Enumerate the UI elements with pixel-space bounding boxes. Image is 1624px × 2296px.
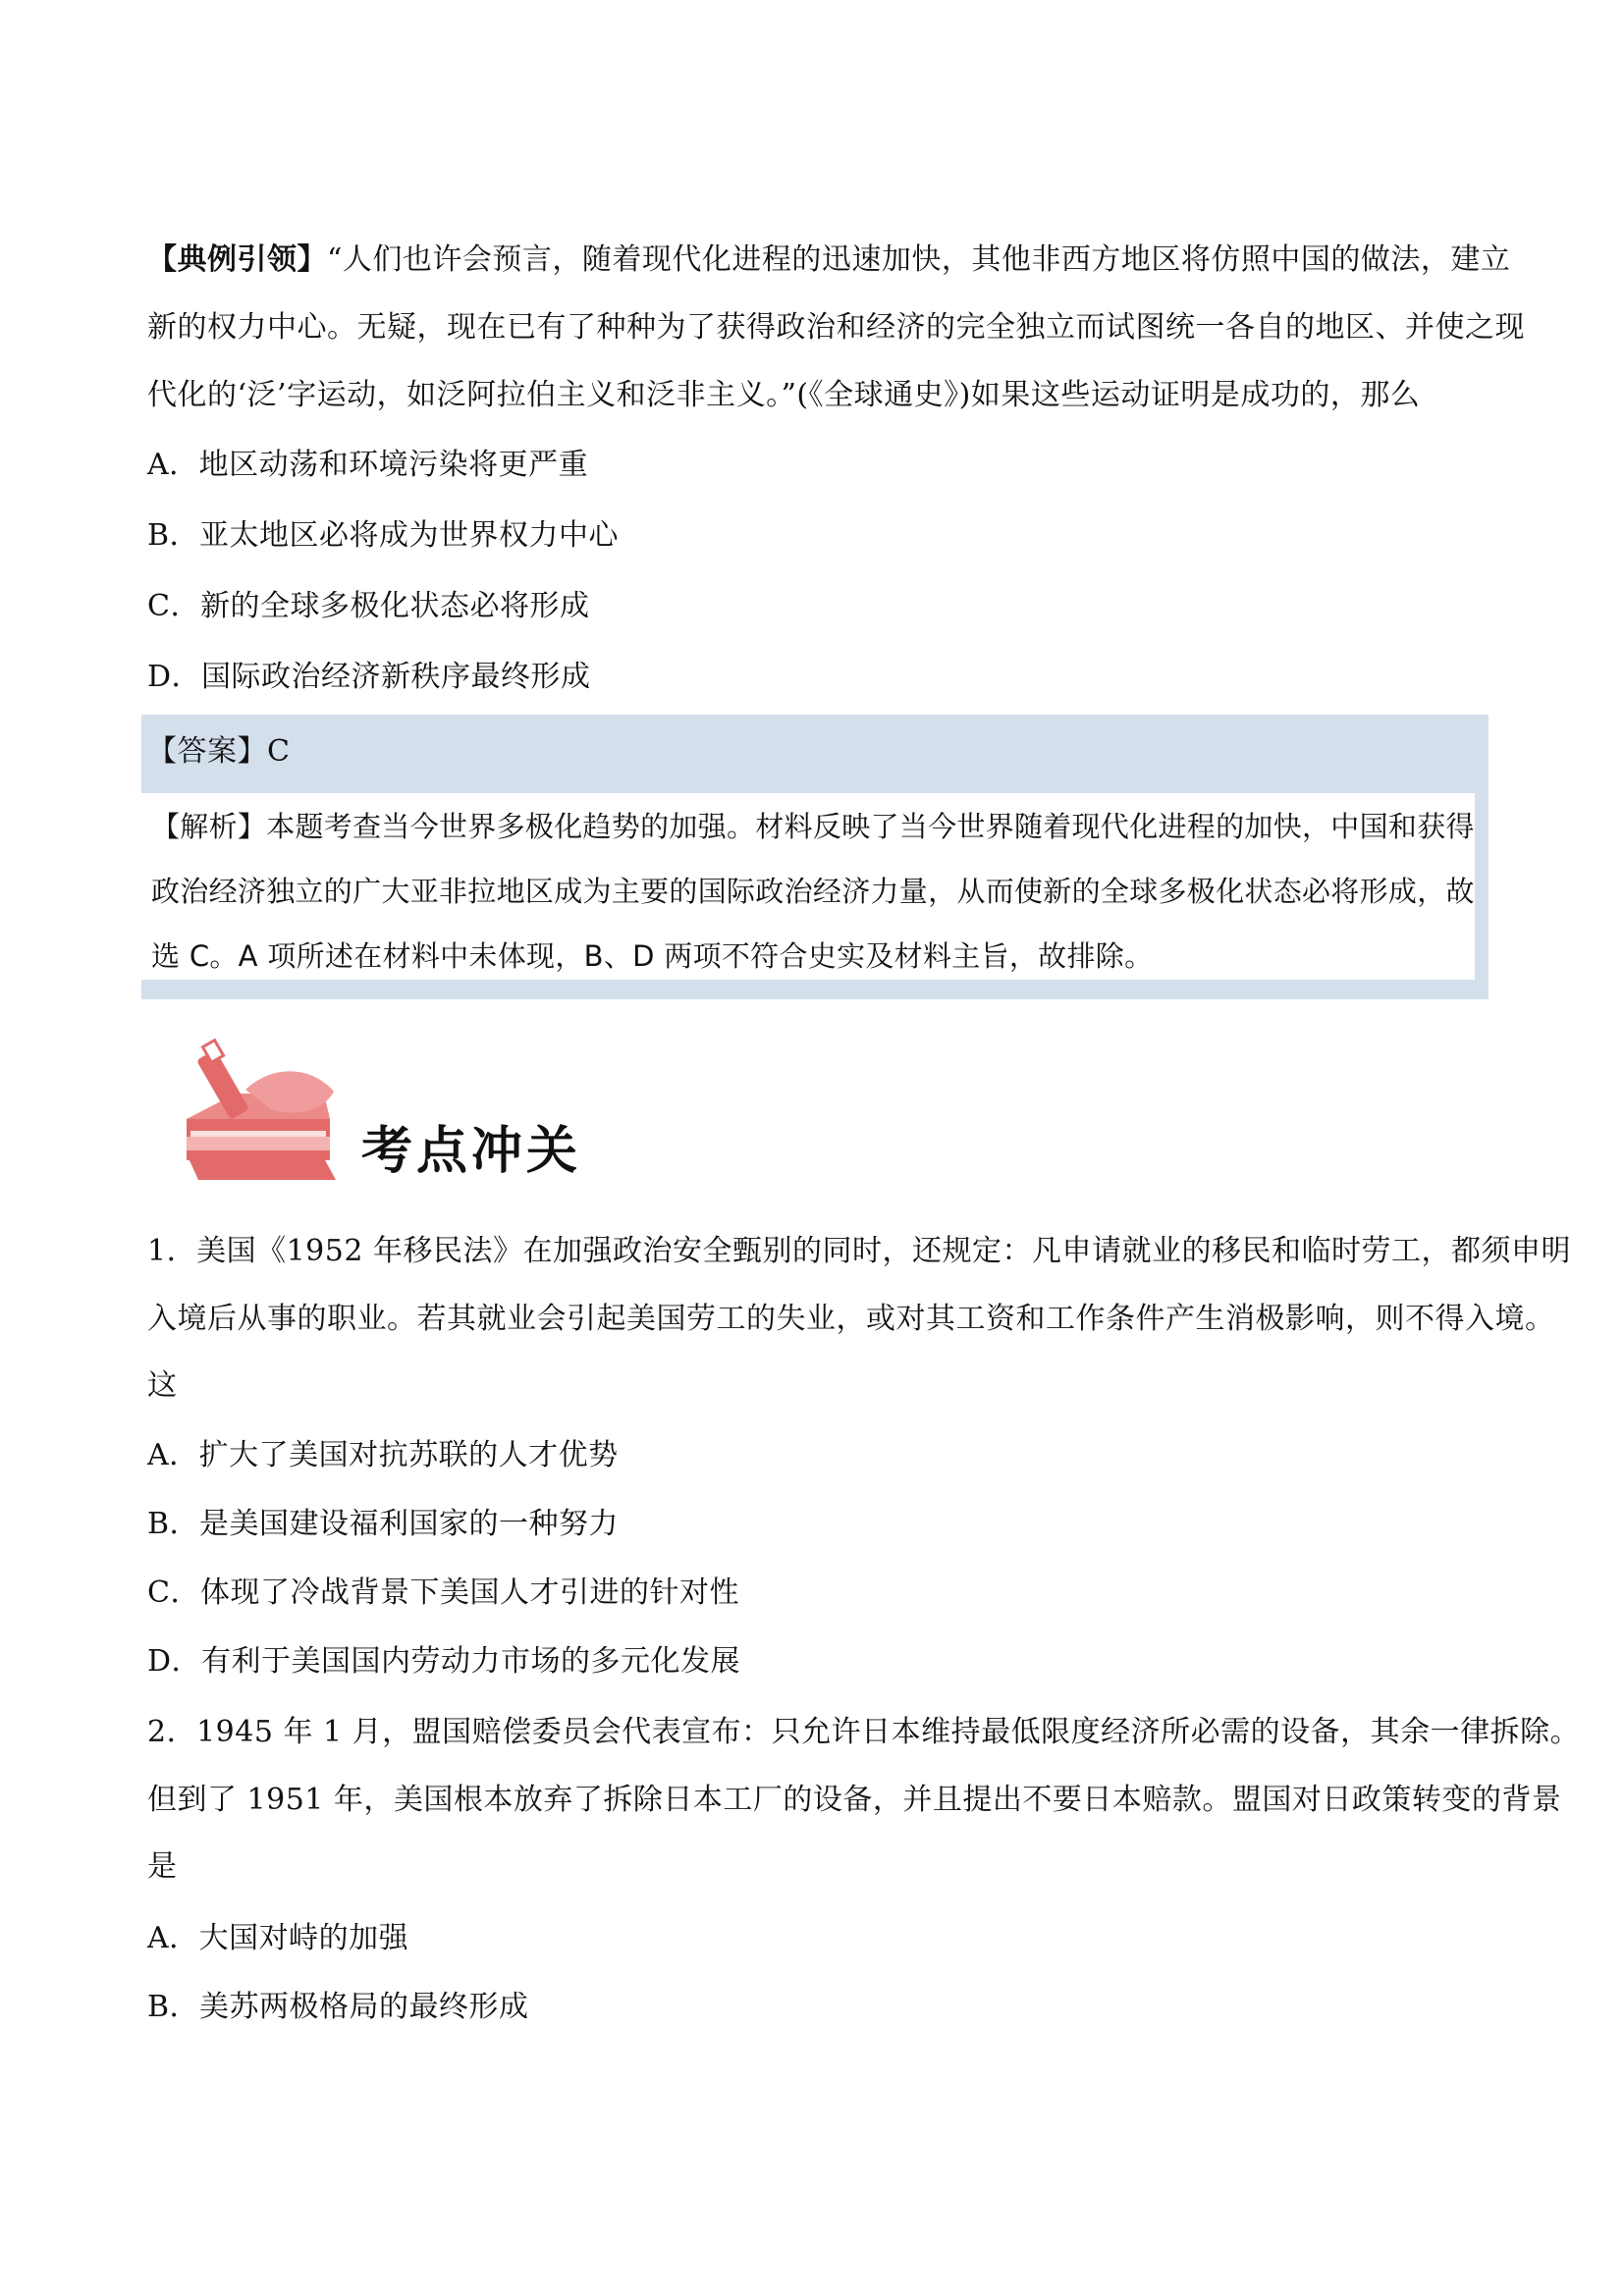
example-lead: 【典例引领】 [147,242,327,277]
example-option-b: B．亚太地区必将成为世界权力中心 [147,518,620,553]
example-line-2: 新的权力中心。无疑，现在已有了种种为了获得政治和经济的完全独立而试图统一各自的地区、并使之现 [147,310,1525,345]
q1-option-b: B．是美国建设福利国家的一种努力 [147,1507,620,1541]
q1-option-a: A．扩大了美国对抗苏联的人才优势 [147,1438,619,1472]
section-title: 考点冲关 [361,1122,582,1181]
q2-line-3: 是 [147,1849,178,1884]
q2-line-1: 2．1945 年 1 月，盟国赔偿委员会代表宣布：只允许日本维持最低限度经济所必需的设备，其余一律拆除。 [147,1715,1581,1749]
example-line-1: 【典例引领】“人们也许会预言，随着现代化进程的迅速加快，其他非西方地区将仿照中国的做法，建立 [147,242,1511,277]
analysis-line-1: 【解析】本题考查当今世界多极化趋势的加强。材料反映了当今世界随着现代化进程的加快，中国和获得 [151,810,1475,843]
example-line-3: 代化的‘泛’字运动，如泛阿拉伯主义和泛非主义。”(《全球通史》)如果这些运动证明是成功的，那么 [147,378,1421,412]
analysis-line-2: 政治经济独立的广大亚非拉地区成为主要的国际政治经济力量，从而使新的全球多极化状态必将形成，故 [151,875,1475,908]
q2-option-b: B．美苏两极格局的最终形成 [147,1990,529,2024]
q1-line-1: 1．美国《1952 年移民法》在加强政治安全甄别的同时，还规定：凡申请就业的移民和临时劳工，都须申明 [147,1234,1571,1268]
q1-option-d: D．有利于美国国内劳动力市场的多元化发展 [147,1644,741,1679]
example-option-c: C．新的全球多极化状态必将形成 [147,589,590,623]
analysis-line-3: 选 C。A 项所述在材料中未体现，B、D 两项不符合史实及材料主旨，故排除。 [151,939,1154,973]
q1-line-3: 这 [147,1368,178,1403]
analysis-box [141,793,1475,980]
books-pen-icon [177,1033,373,1190]
example-option-d: D．国际政治经济新秩序最终形成 [147,660,591,694]
answer-box [141,715,1489,999]
q1-option-c: C．体现了冷战背景下美国人才引进的针对性 [147,1575,739,1610]
q2-line-2: 但到了 1951 年，美国根本放弃了拆除日本工厂的设备，并且提出不要日本赔款。盟国对日政策转变的背景 [147,1783,1562,1817]
q1-line-2: 入境后从事的职业。若其就业会引起美国劳工的失业，或对其工资和工作条件产生消极影响，则不得入境。 [147,1302,1555,1336]
q2-option-a: A．大国对峙的加强 [147,1921,409,1955]
example-option-a: A．地区动荡和环境污染将更严重 [147,448,589,482]
answer-line: 【答案】C [147,734,291,769]
